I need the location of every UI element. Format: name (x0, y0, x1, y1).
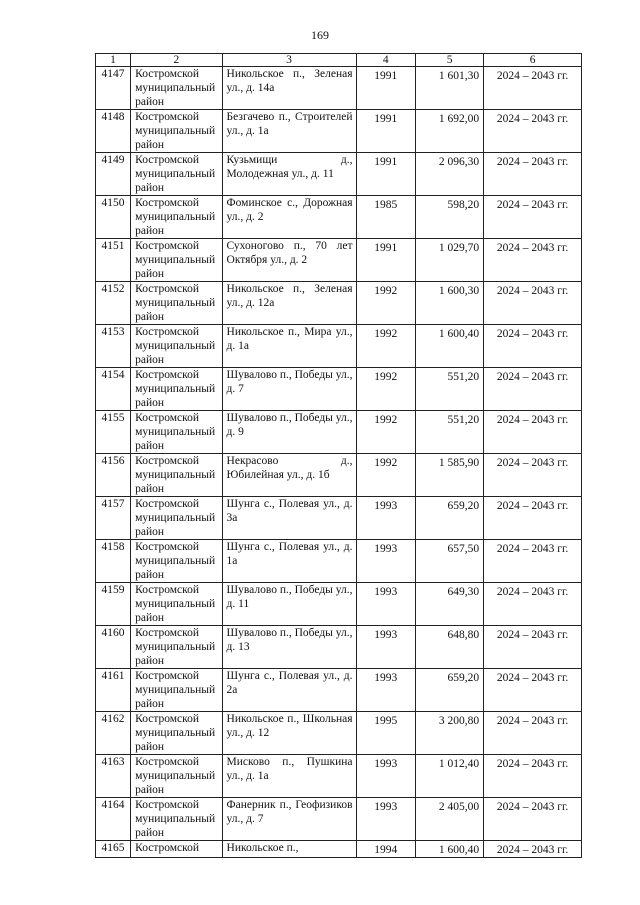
row-number-cell: 4152 (96, 282, 131, 325)
district-cell: Костромской муниципальный район (131, 497, 222, 540)
area-cell: 1 600,40 (416, 325, 484, 368)
area-cell: 1 600,40 (416, 841, 484, 858)
table-row (96, 755, 582, 798)
address-cell: Никольское п., Мира ул., д. 1а (222, 325, 356, 368)
district-cell: Костромской муниципальный район (131, 411, 222, 454)
address-cell: Фанерник п., Геофизиков ул., д. 7 (222, 798, 356, 841)
year-cell: 1993 (356, 626, 416, 669)
district-cell: Костромской муниципальный район (131, 325, 222, 368)
period-cell: 2024 – 2043 гг. (484, 67, 582, 110)
address-cell: Никольское п., Зеленая ул., д. 14а (222, 67, 356, 110)
table-row (96, 841, 582, 858)
period-cell: 2024 – 2043 гг. (484, 110, 582, 153)
district-cell: Костромской муниципальный район (131, 153, 222, 196)
address-cell: Шувалово п., Победы ул., д. 9 (222, 411, 356, 454)
year-cell: 1993 (356, 583, 416, 626)
area-cell: 649,30 (416, 583, 484, 626)
year-cell: 1991 (356, 110, 416, 153)
address-cell: Никольское п., Зеленая ул., д. 12а (222, 282, 356, 325)
period-cell: 2024 – 2043 гг. (484, 841, 582, 858)
table-row (96, 368, 582, 411)
table-row (96, 712, 582, 755)
district-cell: Костромской муниципальный район (131, 669, 222, 712)
row-number-cell: 4153 (96, 325, 131, 368)
period-cell: 2024 – 2043 гг. (484, 798, 582, 841)
table-row (96, 282, 582, 325)
table-row (96, 626, 582, 669)
year-cell: 1991 (356, 153, 416, 196)
address-cell: Фоминское с., Дорожная ул., д. 2 (222, 196, 356, 239)
year-cell: 1992 (356, 411, 416, 454)
row-number-cell: 4159 (96, 583, 131, 626)
area-cell: 1 600,30 (416, 282, 484, 325)
period-cell: 2024 – 2043 гг. (484, 712, 582, 755)
area-cell: 2 096,30 (416, 153, 484, 196)
row-number-cell: 4158 (96, 540, 131, 583)
district-cell: Костромской муниципальный район (131, 282, 222, 325)
area-cell: 1 029,70 (416, 239, 484, 282)
row-number-cell: 4156 (96, 454, 131, 497)
row-number-cell: 4162 (96, 712, 131, 755)
district-cell: Костромской муниципальный район (131, 239, 222, 282)
area-cell: 659,20 (416, 669, 484, 712)
address-cell: Никольское п., Школьная ул., д. 12 (222, 712, 356, 755)
year-cell: 1993 (356, 497, 416, 540)
district-cell: Костромской (131, 841, 222, 858)
district-cell: Костромской муниципальный район (131, 583, 222, 626)
row-number-cell: 4149 (96, 153, 131, 196)
year-cell: 1993 (356, 798, 416, 841)
area-cell: 659,20 (416, 497, 484, 540)
district-cell: Костромской муниципальный район (131, 110, 222, 153)
period-cell: 2024 – 2043 гг. (484, 669, 582, 712)
area-cell: 2 405,00 (416, 798, 484, 841)
period-cell: 2024 – 2043 гг. (484, 540, 582, 583)
area-cell: 1 601,30 (416, 67, 484, 110)
period-cell: 2024 – 2043 гг. (484, 196, 582, 239)
area-cell: 551,20 (416, 368, 484, 411)
header-cell-4: 4 (356, 54, 416, 67)
area-cell: 1 012,40 (416, 755, 484, 798)
period-cell: 2024 – 2043 гг. (484, 325, 582, 368)
year-cell: 1992 (356, 325, 416, 368)
period-cell: 2024 – 2043 гг. (484, 583, 582, 626)
table-row (96, 798, 582, 841)
area-cell: 551,20 (416, 411, 484, 454)
row-number-cell: 4155 (96, 411, 131, 454)
district-cell: Костромской муниципальный район (131, 67, 222, 110)
table-body (96, 67, 582, 858)
table-row (96, 583, 582, 626)
table-row (96, 411, 582, 454)
row-number-cell: 4148 (96, 110, 131, 153)
district-cell: Костромской муниципальный район (131, 712, 222, 755)
area-cell: 648,80 (416, 626, 484, 669)
address-cell: Шувалово п., Победы ул., д. 13 (222, 626, 356, 669)
year-cell: 1991 (356, 239, 416, 282)
year-cell: 1993 (356, 540, 416, 583)
year-cell: 1992 (356, 282, 416, 325)
address-cell: Сухоногово п., 70 лет Октября ул., д. 2 (222, 239, 356, 282)
housing-table (95, 53, 582, 858)
period-cell: 2024 – 2043 гг. (484, 454, 582, 497)
address-cell: Шунга с., Полевая ул., д. 3а (222, 497, 356, 540)
period-cell: 2024 – 2043 гг. (484, 411, 582, 454)
row-number-cell: 4147 (96, 67, 131, 110)
year-cell: 1994 (356, 841, 416, 858)
area-cell: 1 692,00 (416, 110, 484, 153)
year-cell: 1991 (356, 67, 416, 110)
table-row (96, 110, 582, 153)
period-cell: 2024 – 2043 гг. (484, 755, 582, 798)
year-cell: 1992 (356, 368, 416, 411)
year-cell: 1993 (356, 669, 416, 712)
area-cell: 657,50 (416, 540, 484, 583)
district-cell: Костромской муниципальный район (131, 368, 222, 411)
table-row (96, 67, 582, 110)
header-cell-3: 3 (222, 54, 356, 67)
period-cell: 2024 – 2043 гг. (484, 282, 582, 325)
year-cell: 1992 (356, 454, 416, 497)
district-cell: Костромской муниципальный район (131, 540, 222, 583)
address-cell: Некрасово д., Юбилейная ул., д. 1б (222, 454, 356, 497)
year-cell: 1985 (356, 196, 416, 239)
header-cell-6: 6 (484, 54, 582, 67)
address-cell: Кузьмищи д., Молодежная ул., д. 11 (222, 153, 356, 196)
district-cell: Костромской муниципальный район (131, 755, 222, 798)
address-cell: Шунга с., Полевая ул., д. 1а (222, 540, 356, 583)
row-number-cell: 4157 (96, 497, 131, 540)
row-number-cell: 4150 (96, 196, 131, 239)
district-cell: Костромской муниципальный район (131, 798, 222, 841)
period-cell: 2024 – 2043 гг. (484, 239, 582, 282)
area-cell: 1 585,90 (416, 454, 484, 497)
period-cell: 2024 – 2043 гг. (484, 497, 582, 540)
row-number-cell: 4154 (96, 368, 131, 411)
table-row (96, 454, 582, 497)
row-number-cell: 4161 (96, 669, 131, 712)
period-cell: 2024 – 2043 гг. (484, 368, 582, 411)
header-row (96, 54, 582, 67)
table-row (96, 325, 582, 368)
table-row (96, 540, 582, 583)
address-cell: Никольское п., (222, 841, 356, 858)
table-row (96, 153, 582, 196)
year-cell: 1993 (356, 755, 416, 798)
period-cell: 2024 – 2043 гг. (484, 153, 582, 196)
area-cell: 598,20 (416, 196, 484, 239)
address-cell: Мисково п., Пушкина ул., д. 1а (222, 755, 356, 798)
address-cell: Шувалово п., Победы ул., д. 11 (222, 583, 356, 626)
row-number-cell: 4160 (96, 626, 131, 669)
header-cell-2: 2 (131, 54, 222, 67)
address-cell: Безгачево п., Строителей ул., д. 1а (222, 110, 356, 153)
period-cell: 2024 – 2043 гг. (484, 626, 582, 669)
table-row (96, 196, 582, 239)
page-number: 169 (311, 28, 329, 42)
header-cell-1: 1 (96, 54, 131, 67)
address-cell: Шувалово п., Победы ул., д. 7 (222, 368, 356, 411)
district-cell: Костромской муниципальный район (131, 454, 222, 497)
row-number-cell: 4164 (96, 798, 131, 841)
district-cell: Костромской муниципальный район (131, 196, 222, 239)
table-row (96, 497, 582, 540)
row-number-cell: 4151 (96, 239, 131, 282)
district-cell: Костромской муниципальный район (131, 626, 222, 669)
year-cell: 1995 (356, 712, 416, 755)
table-row (96, 669, 582, 712)
row-number-cell: 4165 (96, 841, 131, 858)
area-cell: 3 200,80 (416, 712, 484, 755)
table-row (96, 239, 582, 282)
header-cell-5: 5 (416, 54, 484, 67)
address-cell: Шунга с., Полевая ул., д. 2а (222, 669, 356, 712)
row-number-cell: 4163 (96, 755, 131, 798)
